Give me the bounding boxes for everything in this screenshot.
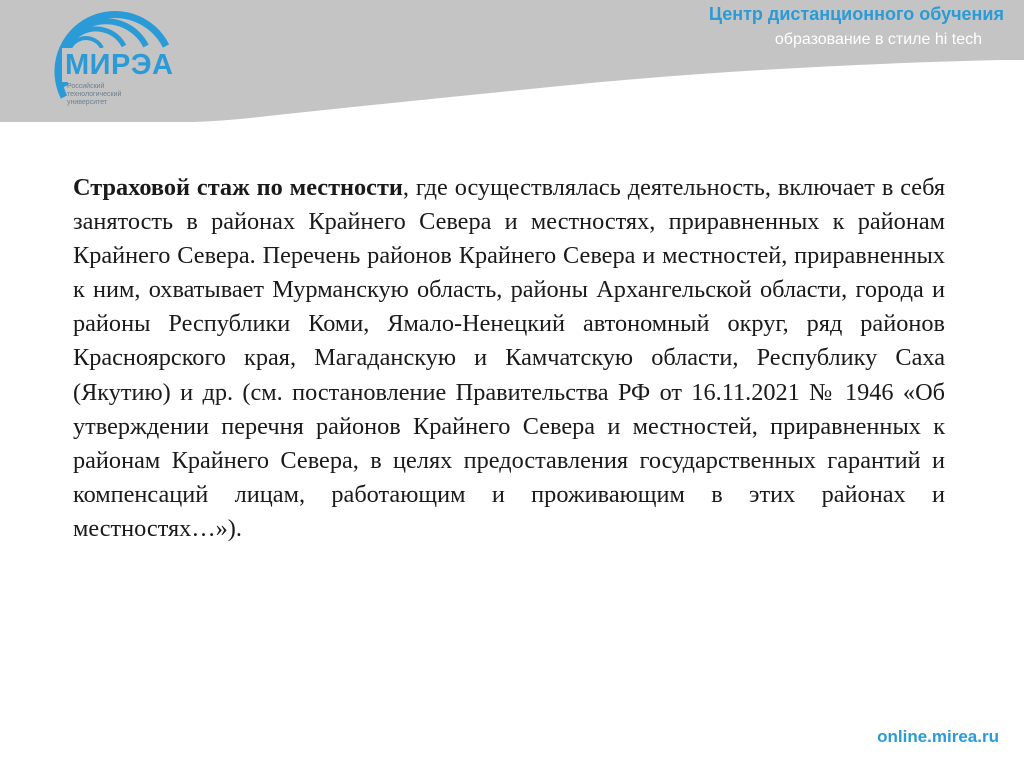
- paragraph-lead: Страховой стаж по местности: [73, 174, 403, 201]
- logo-subtitle: Российский технологический университет: [67, 83, 122, 106]
- footer-url-link[interactable]: online.mirea.ru: [877, 727, 999, 746]
- main-paragraph: [73, 171, 945, 546]
- brand-tagline: образование в стиле hi tech: [774, 31, 982, 48]
- logo-wordmark: МИРЭА: [65, 49, 174, 81]
- brand-title: Центр дистанционного обучения: [708, 4, 1004, 24]
- paragraph-body: , где осуществлялась деятельность, включает в себя занятость в районах Крайнего Севера и местностях, приравненных к районам Крайнего Севера. Перечень районов Крайнего Севера и местностей, приравненных к ним, охватывает Мурманскую область, районы Архангельской области, города и районы Республики Коми, Ямало-Ненецкий автономный округ, ряд районов Красноярского края, Магаданскую и Камчатскую области, Республику Саха (Якутию) и др. (см. постановление Правительства РФ от 16.11.2021 № 1946 «Об утверждении перечня районов Крайнего Севера и местностей, приравненных к районам Крайнего Севера, в целях предоставления государственных гарантий и компенсаций лицам, работающим и проживающим в этих районах и местностях…»).: [73, 174, 946, 542]
- mirea-logo: [6, 2, 186, 120]
